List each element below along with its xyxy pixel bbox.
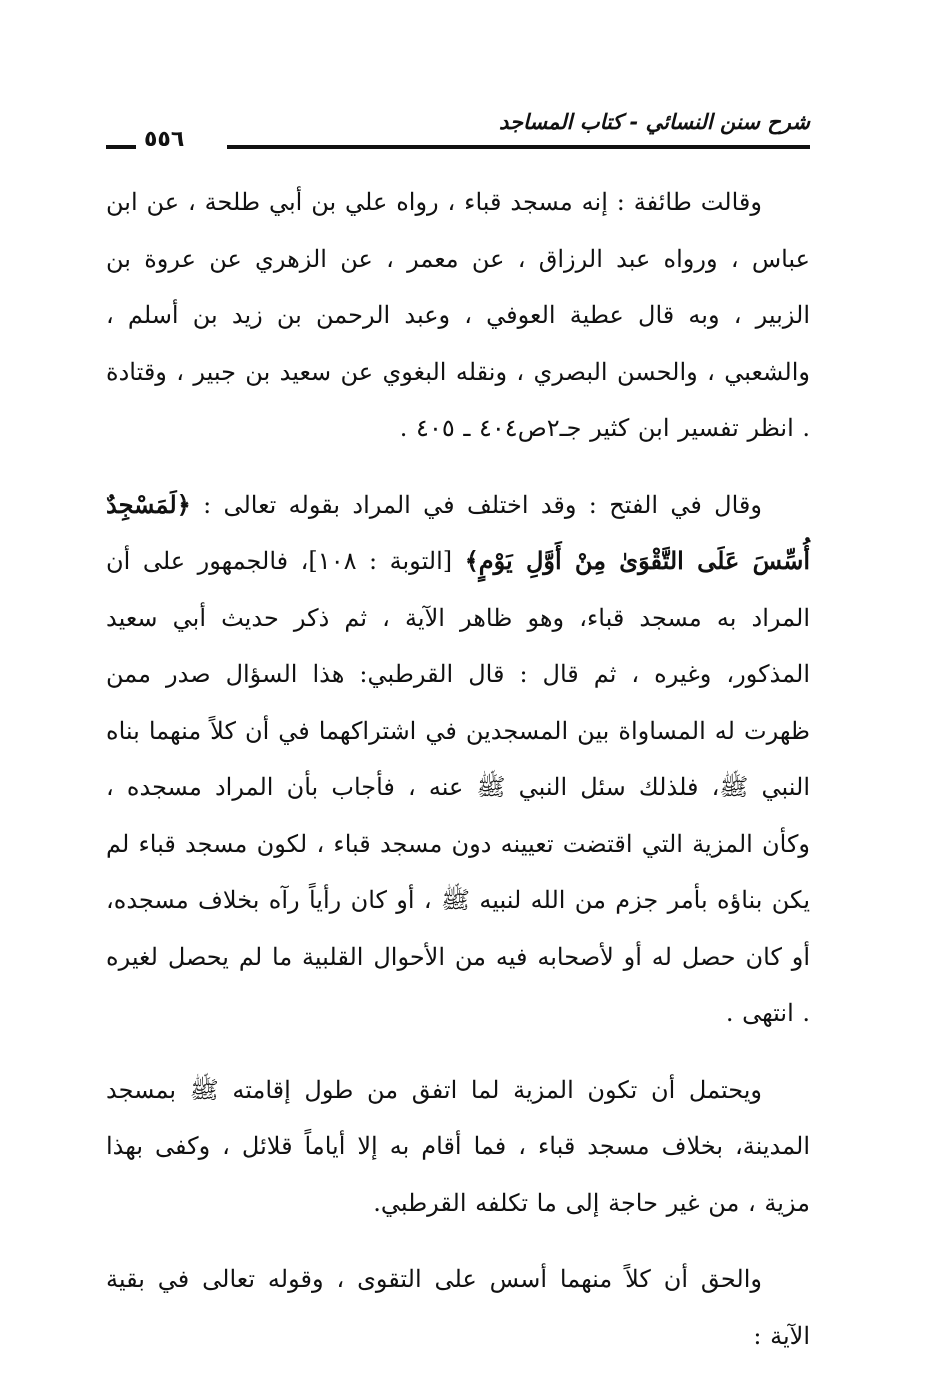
page-number: ٥٥٦: [144, 127, 185, 152]
paragraph-2-intro: وقال في الفتح : وقد اختلف في المراد بقوله تعالى :: [190, 490, 762, 519]
paragraph-1-text: وقالت طائفة : إنه مسجد قباء ، رواه علي بن أبي طلحة ، عن ابن عباس ، ورواه عبد الرزاق ، عن معمر ، عن الزهري عن عروة بن الزبير ، وبه قال عطية العوفي ، وعبد الرحمن بن زيد بن أسلم ، والشعبي ، والحسن البصري ، ونقله البغوي عن سعيد بن جبير ، وقتادة . انظر تفسير ابن كثير جـ٢ص٤٠٤ ـ ٤٠٥ .: [106, 188, 810, 442]
paragraph-2: [106, 477, 810, 1042]
paragraph-1: [106, 174, 810, 457]
paragraph-4: [106, 1251, 810, 1364]
paragraph-2-text: [التوبة : ١٠٨]، فالجمهور على أن المراد به مسجد قباء، وهو ظاهر الآية ، ثم ذكر حديث أبي سعيد المذكور، وغيره ، ثم قال : قال القرطبي: هذا السؤال صدر ممن ظهرت له المساواة بين المسجدين في اشتراكهما في أن كلاً منهما بناه النبي ﷺ، فلذلك سئل النبي ﷺ عنه ، فأجاب بأن المراد مسجده ، وكأن المزية التي اقتضت تعيينه دون مسجد قباء ، لكون مسجد قباء لم يكن بناؤه بأمر جزم من الله لنبيه ﷺ ، أو كان رأياً رآه بخلاف مسجده، أو كان حصل له أو لأصحابه فيه من الأحوال القلبية ما لم يحصل لغيره . انتهى .: [106, 547, 810, 1027]
quran-verse: ﴿لَمَسْجِدٌ أُسِّسَ عَلَى التَّقْوَىٰ مِنْ أَوَّلِ يَوْمٍ﴾: [106, 489, 810, 575]
running-title: شرح سنن النسائي - كتاب المساجد: [499, 110, 810, 134]
paragraph-4-text: والحق أن كلاً منهما أسس على التقوى ، وقوله تعالى في بقية الآية :: [106, 1265, 810, 1350]
paragraph-3: [106, 1062, 810, 1232]
header-rule: [227, 145, 810, 149]
page-body: [106, 174, 810, 1378]
page-number-dash: [106, 145, 136, 149]
page-header: [106, 108, 810, 154]
paragraph-3-text: ويحتمل أن تكون المزية لما اتفق من طول إقامته ﷺ بمسجد المدينة، بخلاف مسجد قباء ، فما أقام به إلا أياماً قلائل ، وكفى بهذا مزية ، من غير حاجة إلى ما تكلفه القرطبي.: [106, 1075, 810, 1217]
